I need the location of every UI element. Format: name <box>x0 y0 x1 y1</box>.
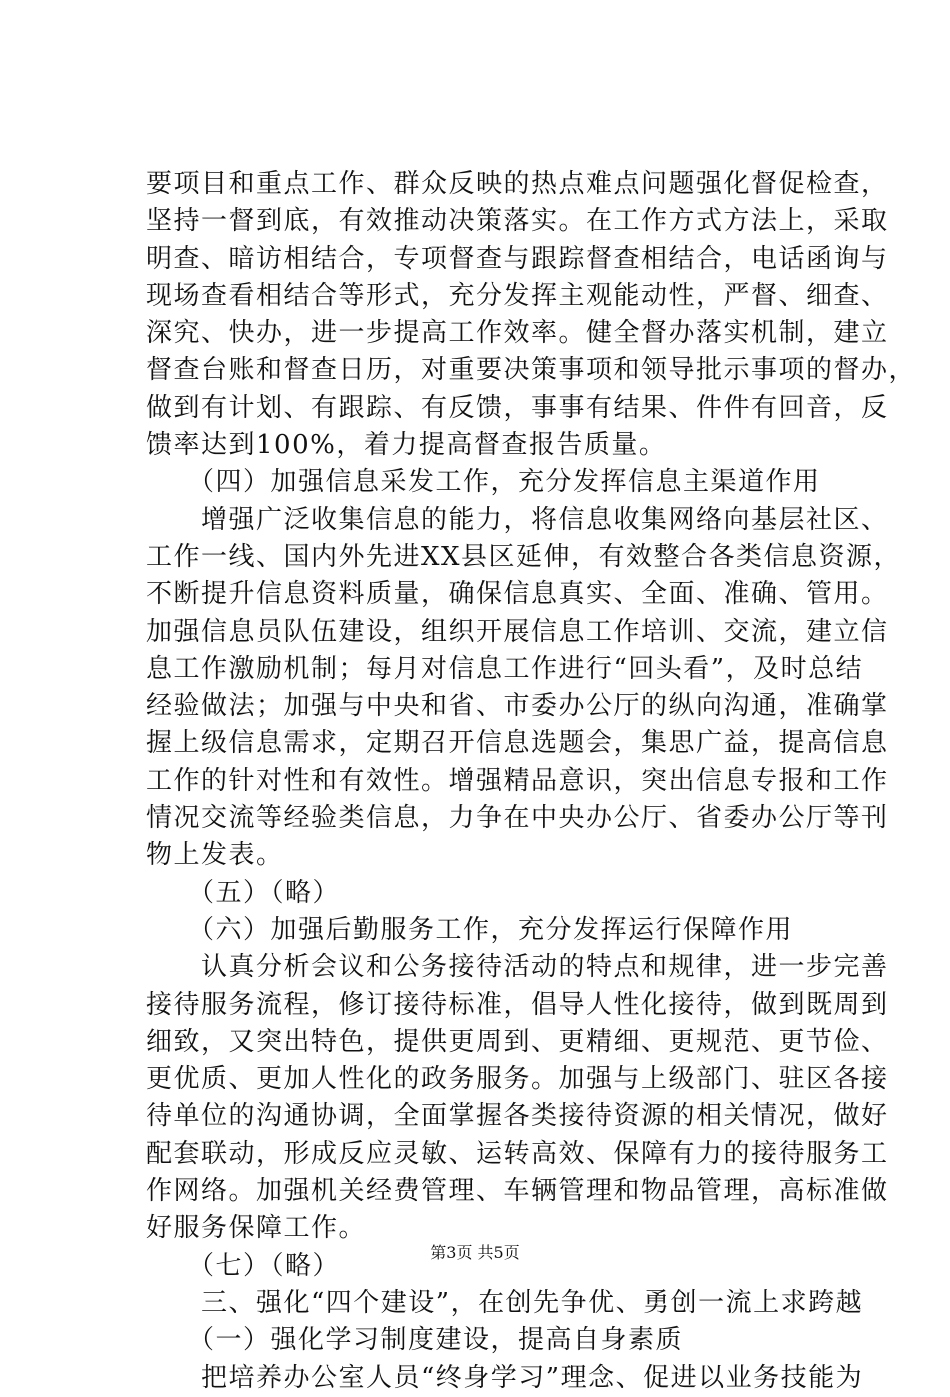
text-line: （一）强化学习制度建设，提高自身素质 <box>146 1325 684 1356</box>
text-line: 更优质、更加人性化的政务服务。加强与上级部门、驻区各接 <box>146 1064 889 1095</box>
text-line: 把培养办公室人员“终身学习”理念、促进以业务技能为 <box>146 1362 864 1393</box>
text-line: （六）加强后勤服务工作，充分发挥运行保障作用 <box>146 914 794 945</box>
text-line: 握上级信息需求，定期召开信息选题会，集思广益，提高信息 <box>146 728 889 759</box>
text-line: 接待服务流程，修订接待标准，倡导人性化接待，做到既周到 <box>146 989 889 1020</box>
body-text <box>146 166 917 1397</box>
text-line: 要项目和重点工作、群众反映的热点难点问题强化督促检查， <box>146 169 889 199</box>
text-line: 坚持一督到底，有效推动决策落实。在工作方式方法上，采取 <box>146 206 889 237</box>
page-footer: 第3页 共5页 <box>430 1243 520 1262</box>
text-line: 好服务保障工作。 <box>146 1213 367 1244</box>
text-line: 馈率达到100%，着力提高督查报告质量。 <box>146 430 667 461</box>
text-line: 加强信息员队伍建设，组织开展信息工作培训、交流，建立信 <box>146 616 889 647</box>
text-line: 不断提升信息资料质量，确保信息真实、全面、准确、管用。 <box>146 579 889 610</box>
text-line: 深究、快办，进一步提高工作效率。健全督办落实机制，建立 <box>146 318 889 349</box>
text-line: 待单位的沟通协调，全面掌握各类接待资源的相关情况，做好 <box>146 1101 889 1132</box>
text-line: 配套联动，形成反应灵敏、运转高效、保障有力的接待服务工 <box>146 1138 889 1169</box>
text-line: 工作一线、国内外先进XX县区延伸，有效整合各类信息资源， <box>146 541 902 572</box>
text-line: 情况交流等经验类信息，力争在中央办公厅、省委办公厅等刊 <box>146 803 889 834</box>
text-line: 作网络。加强机关经费管理、车辆管理和物品管理，高标准做 <box>146 1176 889 1207</box>
text-line: （七）（略） <box>146 1250 341 1281</box>
text-line: 工作的针对性和有效性。增强精品意识，突出信息专报和工作 <box>146 765 889 796</box>
text-line: （五）（略） <box>146 877 341 908</box>
text-line: 增强广泛收集信息的能力，将信息收集网络向基层社区、 <box>146 504 889 535</box>
text-line: 物上发表。 <box>146 840 284 871</box>
text-line: 明查、暗访相结合，专项督查与跟踪督查相结合，电话函询与 <box>146 243 889 274</box>
text-line: 现场查看相结合等形式，充分发挥主观能动性，严督、细查、 <box>146 280 889 311</box>
text-line: 息工作激励机制；每月对信息工作进行“回头看”，及时总结 <box>146 653 864 684</box>
text-line: 三、强化“四个建设”，在创先争优、勇创一流上求跨越 <box>146 1287 864 1318</box>
text-line: 认真分析会议和公务接待活动的特点和规律，进一步完善 <box>146 952 889 983</box>
text-line: 细致，又突出特色，提供更周到、更精细、更规范、更节俭、 <box>146 1026 889 1057</box>
text-line: （四）加强信息采发工作，充分发挥信息主渠道作用 <box>146 467 821 498</box>
text-line: 做到有计划、有跟踪、有反馈，事事有结果、件件有回音，反 <box>146 392 889 423</box>
text-line: 经验做法；加强与中央和省、市委办公厅的纵向沟通，准确掌 <box>146 691 889 722</box>
text-line: 督查台账和督查日历，对重要决策事项和领导批示事项的督办， <box>146 355 917 386</box>
